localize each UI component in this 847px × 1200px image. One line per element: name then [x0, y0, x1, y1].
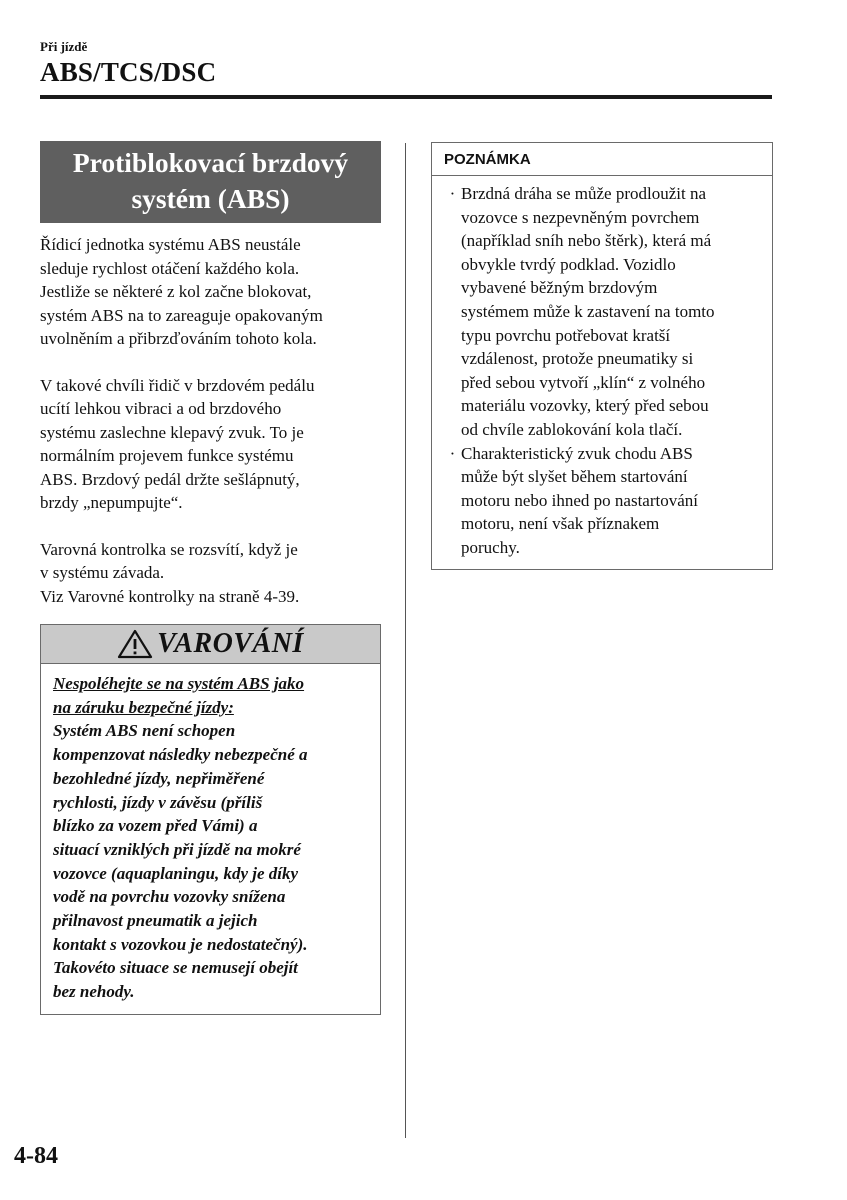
warning-title: VAROVÁNÍ [157, 628, 304, 659]
warning-header [41, 625, 380, 664]
note-item [444, 182, 760, 442]
paragraph-pedal-vibration: V takové chvíli řidič v brzdovém pedálu ucítí lehkou vibraci a od brzdového systému zaslechne klepavý zvuk. To je normálním projevem funkce systému ABS. Brzdový pedál držte sešlápnutý, brzdy „nepumpujte“. [40, 375, 315, 512]
bullet-icon: · [449, 184, 456, 203]
page-number: 4-84 [14, 1143, 58, 1169]
note-item-text: Charakteristický zvuk chodu ABS může být slyšet během startování motoru nebo ihned po nastartování motoru, není však příznakem poruchy. [461, 443, 699, 557]
bullet-icon: · [449, 443, 456, 463]
warning-body [41, 664, 380, 1014]
warning-lead: Nespoléhejte se na systém ABS jako na záruku bezpečné jízdy: [53, 674, 305, 717]
paragraph-abs-function: Řídicí jednotka systému ABS neustále sleduje rychlost otáčení každého kola. Jestliže se některé z kol začne blokovat, systém ABS na to zareaguje opakovaným uvolněním a přibrzďováním tohoto kola. [40, 235, 323, 348]
note-box [431, 142, 773, 570]
breadcrumb: Při jízdě [40, 39, 88, 54]
note-item [444, 442, 760, 560]
abs-title: Protiblokovací brzdový systém (ABS) [72, 147, 349, 214]
header-rule [40, 95, 772, 99]
note-body [432, 176, 772, 569]
section-title: ABS/TCS/DSC [40, 57, 217, 87]
column-divider [405, 143, 406, 1138]
left-column [40, 141, 381, 1015]
paragraph-warning-light: Varovná kontrolka se rozsvítí, když je v systému závada. Viz Varovné kontrolky na straně 4-39. [40, 539, 300, 606]
abs-title-box [40, 141, 381, 223]
warning-triangle-icon [117, 629, 153, 659]
warning-text: Systém ABS není schopen kompenzovat následky nebezpečné a bezohledné jízdy, nepřiměřené rychlosti, jízdy v závěsu (příliš blízko za vozem před Vámi) a situací vzniklých při jízdě na mokré vozovce (aquaplaningu, kdy je díky vodě na povrchu vozovky snížena přilnavost pneumatik a jejich kontakt s vozovkou je nedostatečný). Takovéto situace se nemusejí obejít bez nehody. [53, 721, 308, 1002]
note-item-text: Brzdná dráha se může prodloužit na vozovce s nezpevněným povrchem (například sníh nebo štěrk), která má obvykle tvrdý podklad. Vozidlo vybavené běžným brzdovým systémem může k zastavení na tomto typu povrchu potřebovat kratší vzdálenost, protože pneumatiky si před sebou vytvoří „klín“ z volného materiálu vozovky, který před sebou od chvíle zablokování kola tlačí. [461, 184, 715, 439]
warning-box [40, 624, 381, 1015]
note-title: POZNÁMKA [432, 143, 772, 176]
